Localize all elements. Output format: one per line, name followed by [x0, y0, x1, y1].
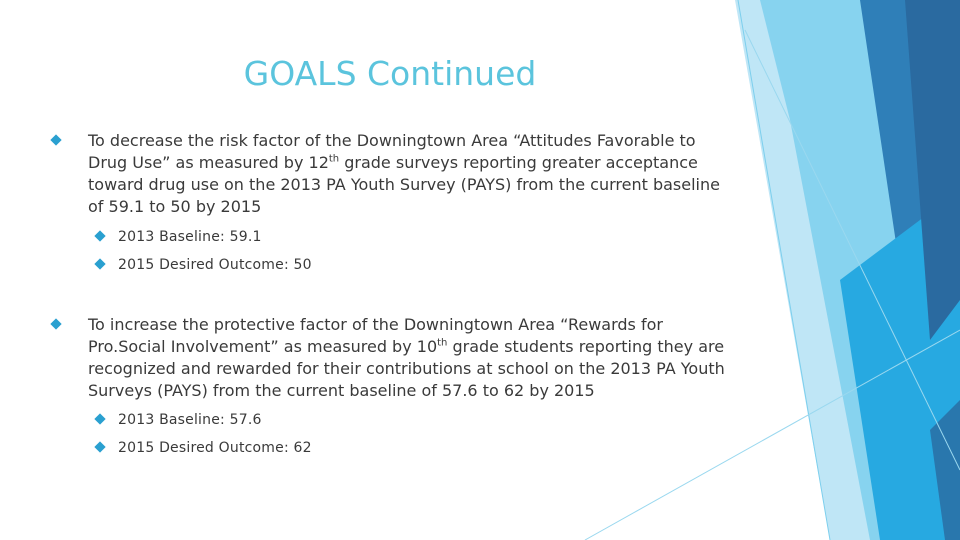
slide-title: GOALS Continued	[243, 54, 537, 93]
goal-bullet-1	[88, 130, 728, 218]
goal-1-baseline-text: 2013 Baseline: 59.1	[118, 229, 262, 245]
goal-2-baseline-text: 2013 Baseline: 57.6	[118, 412, 262, 428]
goal-1-outcome	[118, 255, 312, 275]
goal-2-outcome	[118, 438, 312, 458]
goal-2-outcome-text: 2015 Desired Outcome: 62	[118, 440, 312, 456]
goal-2-baseline	[118, 410, 262, 430]
goal-1-text-start: To decrease the risk factor of the Downingtown Area “Attitudes Favorable to Drug Use” as measured by 12	[88, 131, 696, 172]
goal-2-ordinal-suffix: th	[437, 337, 448, 349]
goal-2-text-end: grade students reporting they are recognized and rewarded for their contributions at school on the 2013 PA Youth Surveys (PAYS) from the current baseline of 57.6 to 62 by 2015	[88, 337, 725, 400]
goal-1-outcome-text: 2015 Desired Outcome: 50	[118, 257, 312, 273]
goal-bullet-2	[88, 314, 728, 402]
goal-1-text-end: grade surveys reporting greater acceptance toward drug use on the 2013 PA Youth Survey (PAYS) from the current baseline of 59.1 to 50 by 2015	[88, 153, 720, 216]
goal-2-text-start: To increase the protective factor of the Downingtown Area “Rewards for Pro.Social Involvement” as measured by 10	[88, 315, 663, 356]
goal-1-baseline	[118, 227, 262, 247]
goal-1-ordinal-suffix: th	[328, 153, 340, 165]
